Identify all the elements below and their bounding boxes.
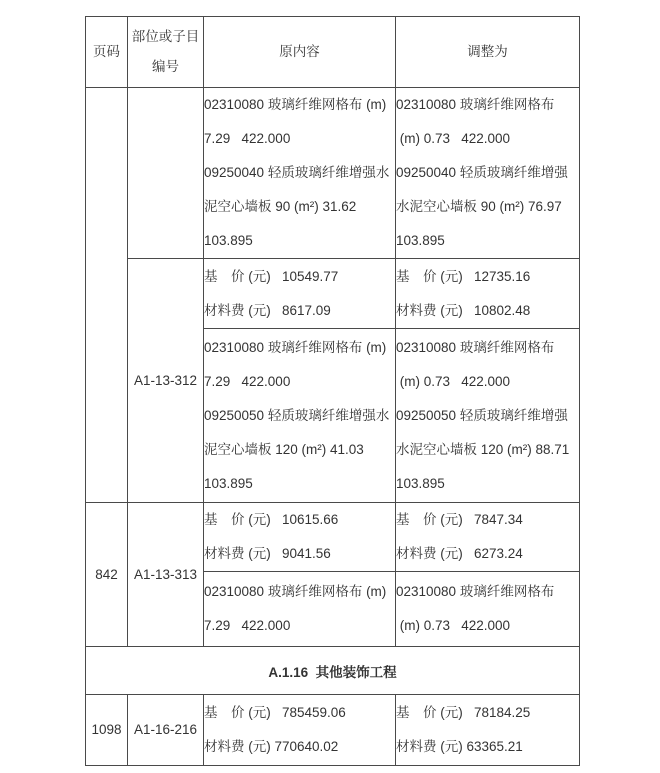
adjusted-line: 02310080 玻璃纤维网格布 (396, 97, 555, 112)
item-code-cell (128, 695, 204, 766)
page-cell (86, 695, 128, 766)
adjusted-line: 基 价 (元) 78184.25 (396, 705, 531, 720)
adjusted-line: 09250040 轻质玻璃纤维增强 (396, 165, 568, 180)
header-adjusted-column (396, 17, 580, 88)
header-original-column (204, 17, 396, 88)
table-row (86, 503, 580, 572)
adjusted-line: 103.895 (396, 233, 445, 248)
adjusted-line: 基 价 (元) 12735.16 (396, 268, 531, 284)
original-content-cell (204, 572, 396, 647)
adjustment-table (85, 16, 580, 766)
original-content-cell (204, 88, 396, 259)
table-row (86, 259, 580, 329)
original-line: 基 价 (元) 10615.66 (204, 512, 339, 527)
header-adjusted-label: 调整为 (467, 44, 508, 59)
section-header-row (86, 647, 580, 695)
adjusted-line: (m) 0.73 422.000 (396, 373, 511, 389)
original-line: 泥空心墙板 90 (m²) 31.62 (204, 199, 357, 214)
adjusted-line: 材料费 (元) 6273.24 (396, 546, 523, 561)
item-code: A1-13-312 (133, 372, 198, 388)
adjusted-line: 基 价 (元) 7847.34 (396, 512, 523, 527)
table-row (86, 695, 580, 766)
adjusted-line: 103.895 (396, 475, 445, 491)
adjusted-line: (m) 0.73 422.000 (396, 131, 511, 146)
page-cell (86, 503, 128, 647)
original-line: 02310080 玻璃纤维网格布 (m) (204, 339, 387, 355)
original-line: 材料费 (元) 8617.09 (204, 302, 331, 318)
adjusted-content-cell (396, 259, 580, 329)
page-number: 842 (95, 566, 118, 582)
original-line: 7.29 422.000 (204, 131, 291, 146)
adjusted-content-cell (396, 329, 580, 503)
adjusted-content-cell (396, 503, 580, 572)
header-original-label: 原内容 (279, 44, 320, 59)
item-code-cell (128, 259, 204, 503)
table-row (86, 88, 580, 259)
original-line: 泥空心墙板 120 (m²) 41.03 (204, 441, 364, 457)
original-line: 09250040 轻质玻璃纤维增强水 (204, 165, 390, 180)
original-line: 基 价 (元) 785459.06 (204, 705, 346, 720)
adjusted-content-cell (396, 572, 580, 647)
original-content-cell (204, 259, 396, 329)
original-line: 材料费 (元) 9041.56 (204, 546, 331, 561)
original-content-cell (204, 503, 396, 572)
original-line: 103.895 (204, 475, 253, 491)
adjusted-line: 02310080 玻璃纤维网格布 (396, 339, 555, 355)
adjusted-line: 水泥空心墙板 90 (m²) 76.97 (396, 199, 562, 214)
adjusted-line: 02310080 玻璃纤维网格布 (396, 584, 555, 599)
header-page-label: 页码 (93, 44, 120, 59)
adjusted-line: 材料费 (元) 10802.48 (396, 302, 531, 318)
item-code-cell (128, 503, 204, 647)
original-line: 材料费 (元) 770640.02 (204, 739, 339, 754)
original-line: 02310080 玻璃纤维网格布 (m) (204, 584, 387, 599)
table-header-row (86, 17, 580, 88)
adjusted-line: (m) 0.73 422.000 (396, 618, 511, 633)
header-item-label-line1: 部位或子目 (131, 29, 200, 44)
original-line: 02310080 玻璃纤维网格布 (m) (204, 97, 387, 112)
section-title: A.1.16 其他装饰工程 (268, 664, 397, 680)
original-line: 103.895 (204, 233, 253, 248)
adjusted-content-cell (396, 695, 580, 766)
original-line: 基 价 (元) 10549.77 (204, 268, 339, 284)
original-content-cell (204, 329, 396, 503)
original-content-cell (204, 695, 396, 766)
adjusted-line: 材料费 (元) 63365.21 (396, 739, 523, 754)
original-line: 09250050 轻质玻璃纤维增强水 (204, 407, 390, 423)
original-line: 7.29 422.000 (204, 373, 291, 389)
section-header-cell (86, 647, 580, 695)
adjusted-content-cell (396, 88, 580, 259)
adjusted-line: 09250050 轻质玻璃纤维增强 (396, 407, 568, 423)
header-item-label-line2: 编号 (152, 59, 179, 74)
item-code: A1-13-313 (133, 566, 198, 582)
adjusted-line: 水泥空心墙板 120 (m²) 88.71 (396, 441, 570, 457)
header-page-column (86, 17, 128, 88)
item-code-cell-empty (128, 88, 204, 259)
page-cell-empty (86, 88, 128, 503)
page-number: 1098 (91, 722, 122, 737)
original-line: 7.29 422.000 (204, 618, 291, 633)
header-item-column (128, 17, 204, 88)
item-code: A1-16-216 (133, 722, 198, 737)
